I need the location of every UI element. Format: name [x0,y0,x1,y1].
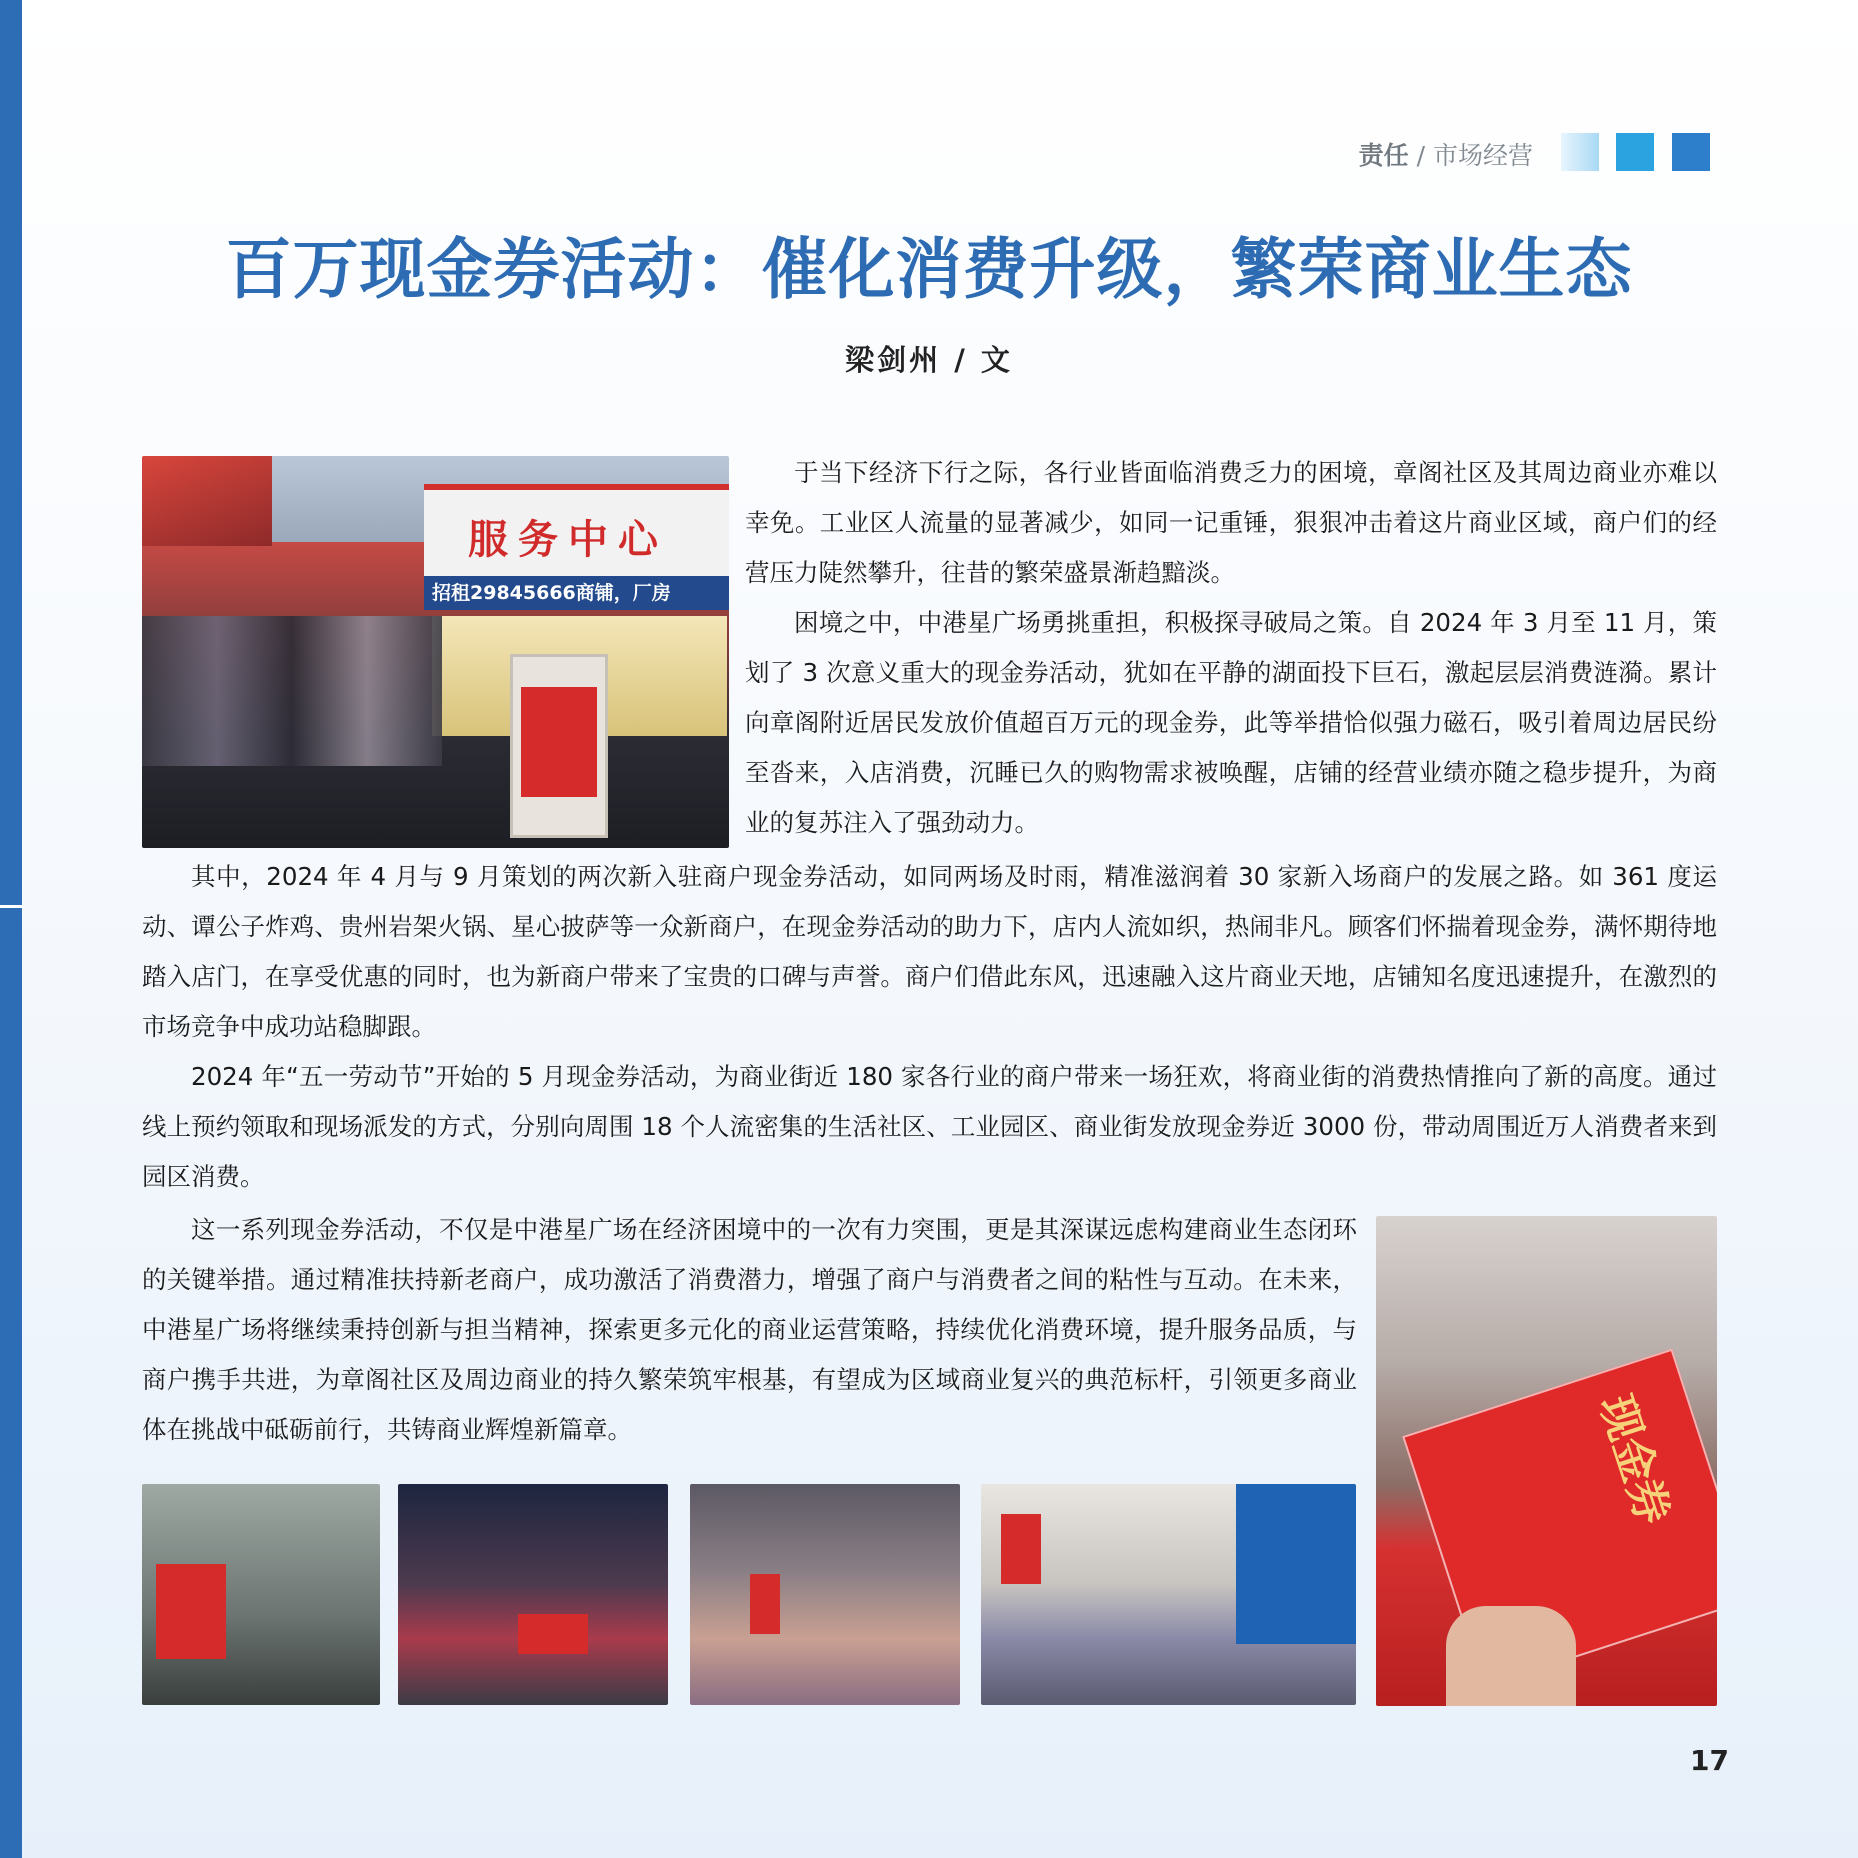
page-number: 17 [1690,1744,1729,1777]
paragraph: 这一系列现金券活动，不仅是中港星广场在经济困境中的一次有力突围，更是其深谋远虑构建商业生态闭环的关键举措。通过精准扶持新老商户，成功激活了消费潜力，增强了商户与消费者之间的粘性与互动。在未来，中港星广场将继续秉持创新与担当精神，探索更多元化的商业运营策略，持续优化消费环境，提升服务品质，与商户携手共进，为章阁社区及周边商业的持久繁荣筑牢根基，有望成为区域商业复兴的典范标杆，引领更多商业体在挑战中砥砺前行，共铸商业辉煌新篇章。 [142,1215,1357,1444]
thumb-red-poster [156,1564,226,1659]
article-body-top [745,448,1717,848]
section-secondary: 市场经营 [1432,141,1533,170]
photo-thumb-office-visitors [981,1484,1356,1705]
photo-shop-sign-text: 服务中心 [468,517,668,563]
thumb-blue-sign [1236,1484,1356,1644]
header-square-mid [1616,133,1654,171]
article-byline: 梁剑州 / 文 [845,343,1013,377]
photo-thumb-street-crowd [690,1484,960,1705]
photo-thumb-night-event [398,1484,668,1705]
article-body-bottom [142,1205,1357,1455]
photo-thumb-entrance-poster [142,1484,380,1705]
article-body-middle [142,852,1717,1202]
header-square-light [1561,133,1599,171]
paragraph: 其中，2024 年 4 月与 9 月策划的两次新入驻商户现金券活动，如同两场及时雨，精准滋润着 30 家新入场商户的发展之路。如 361 度运动、谭公子炸鸡、贵州岩架火锅、星心披萨等一众新商户，在现金券活动的助力下，店内人流如织，热闹非凡。顾客们怀揣着现金券，满怀期待地踏入店门，在享受优惠的同时，也为新商户带来了宝贵的口碑与声誉。商户们借此东风，迅速融入这片商业天地，店铺知名度迅速提升，在激烈的市场竞争中成功站稳脚跟。 [142,862,1717,1041]
paragraph: 于当下经济下行之际，各行业皆面临消费乏力的困境，章阁社区及其周边商业亦难以幸免。工业区人流量的显著减少，如同一记重锤，狠狠冲击着这片商业区域，商户们的经营压力陡然攀升，往昔的繁荣盛景渐趋黯淡。 [745,458,1717,587]
paragraph: 困境之中，中港星广场勇挑重担，积极探寻破局之策。自 2024 年 3 月至 11 月，策划了 3 次意义重大的现金券活动，犹如在平静的湖面投下巨石，激起层层消费涟漪。累计向章阁附近居民发放价值超百万元的现金券，此等举措恰似强力磁石，吸引着周边居民纷至沓来，入店消费，沉睡已久的购物需求被唤醒，店铺的经营业绩亦随之稳步提升，为商业的复苏注入了强劲动力。 [745,608,1717,837]
article-title: 百万现金券活动：催化消费升级，繁荣商业生态 [225,231,1633,308]
section-primary: 责任 [1358,141,1409,170]
photo-coupon-text: 现金券 [1589,1389,1679,1531]
header-square-dark [1672,133,1710,171]
paragraph: 2024 年“五一劳动节”开始的 5 月现金券活动，为商业街近 180 家各行业的商户带来一场狂欢，将商业街的消费热情推向了新的高度。通过线上预约领取和现场派发的方式，分别向周围 18 个人流密集的生活社区、工业园区、商业街发放现金券近 3000 份，带动周围近万人消费者来到园区消费。 [142,1062,1717,1191]
photo-easel-poster [510,654,608,838]
photo-service-center-queue [142,456,729,848]
photo-crowd [142,616,442,766]
section-tag [1359,136,1533,172]
photo-banner: 招租29845666商铺，厂房 [424,576,729,610]
photo-coupons-in-hand [1376,1216,1717,1706]
photo-temple-eave [142,456,272,546]
section-separator: / [1408,141,1433,170]
photo-easel-red-panel [521,687,597,797]
photo-hand [1446,1606,1576,1706]
thumb-red-table [518,1614,588,1654]
thumb-red-shirt [750,1574,780,1634]
thumb-red-banner [1001,1514,1041,1584]
photo-shop-sign [424,484,729,582]
